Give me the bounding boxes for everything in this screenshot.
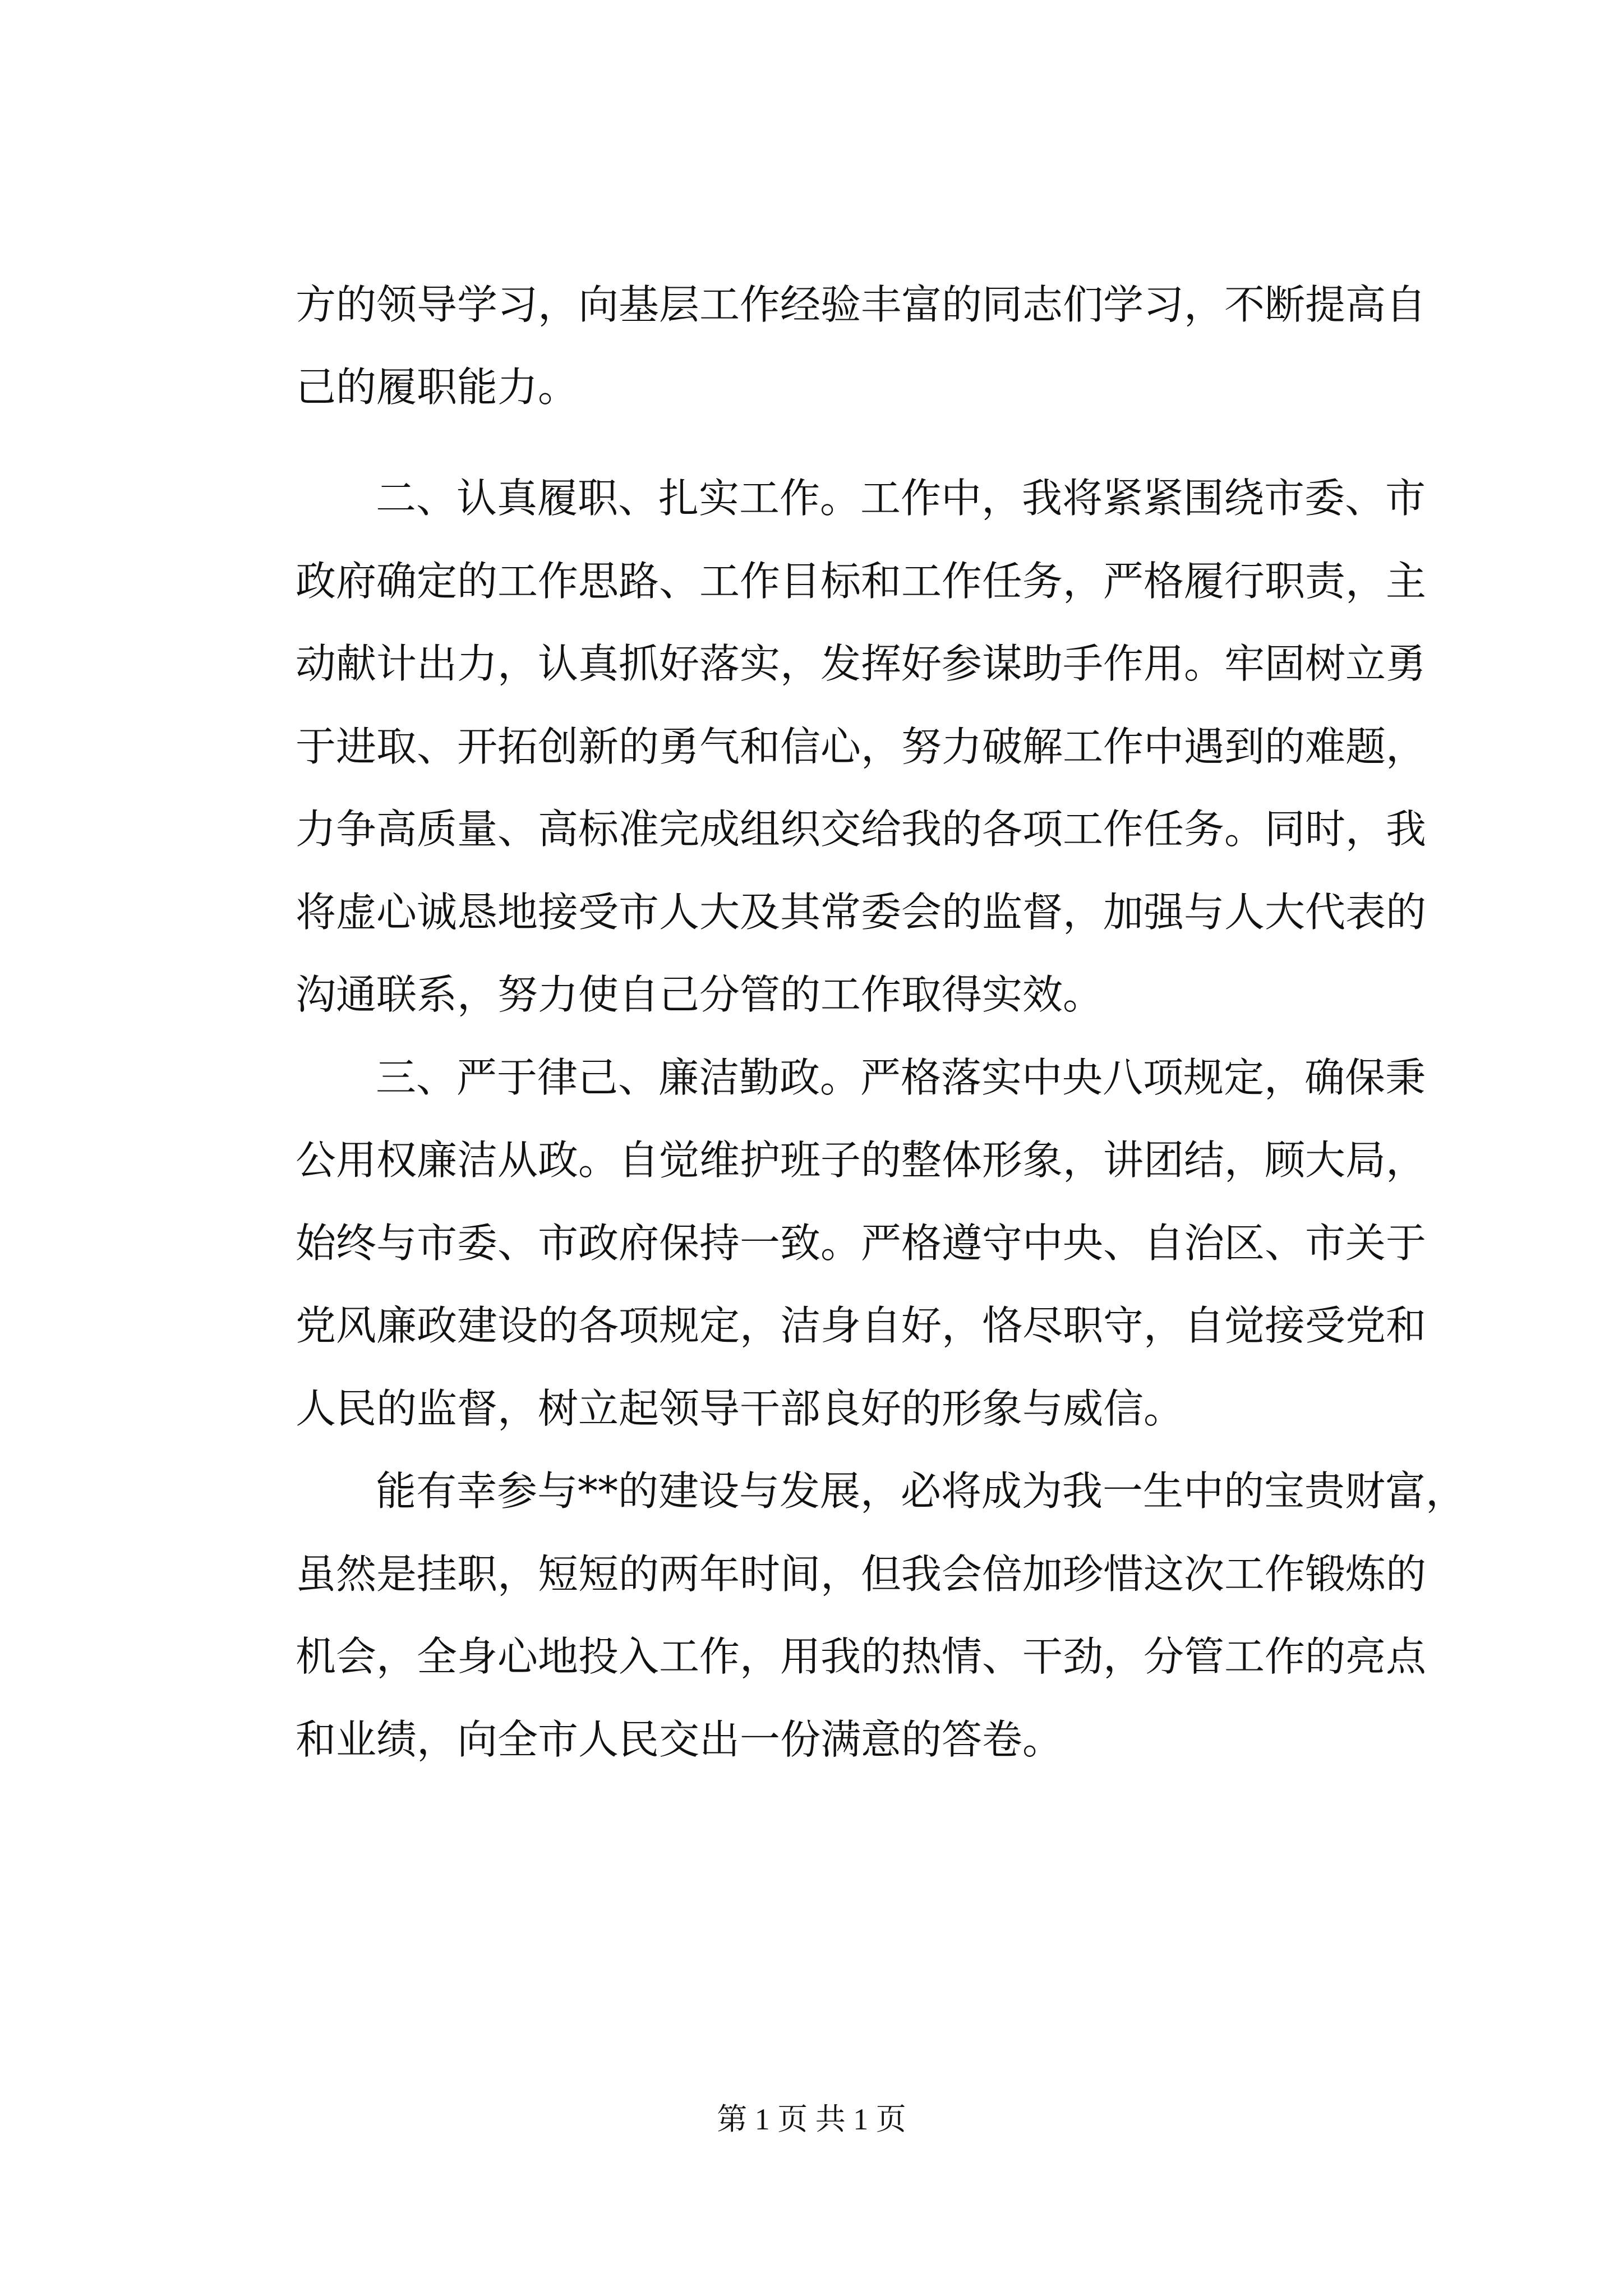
paragraph-2-line-3: 动献计出力，认真抓好落实，发挥好参谋助手作用。牢固树立勇 — [296, 640, 1427, 687]
paragraph-4-line-3: 机会，全身心地投入工作，用我的热情、干劲，分管工作的亮点 — [296, 1633, 1427, 1680]
paragraph-2-line-4: 于进取、开拓创新的勇气和信心，努力破解工作中遇到的难题， — [296, 723, 1427, 770]
paragraph-2-line-6: 将虚心诚恳地接受市人大及其常委会的监督，加强与人大代表的 — [296, 889, 1427, 936]
paragraph-3-line-5: 人民的监督，树立起领导干部良好的形象与威信。 — [296, 1385, 1184, 1432]
paragraph-1-line-1: 方的领导学习，向基层工作经验丰富的同志们学习，不断提高自 — [296, 281, 1427, 328]
paragraph-3-line-2: 公用权廉洁从政。自觉维护班子的整体形象，讲团结，顾大局， — [296, 1137, 1427, 1184]
paragraph-2-line-2: 政府确定的工作思路、工作目标和工作任务，严格履行职责，主 — [296, 558, 1427, 605]
paragraph-4-line-4: 和业绩，向全市人民交出一份满意的答卷。 — [296, 1716, 1063, 1763]
paragraph-4-line-1: 能有幸参与**的建设与发展，必将成为我一生中的宝贵财富， — [376, 1467, 1467, 1515]
paragraph-2-line-5: 力争高质量、高标准完成组织交给我的各项工作任务。同时，我 — [296, 806, 1427, 853]
paragraph-3-line-1: 三、严于律己、廉洁勤政。严格落实中央八项规定，确保秉 — [376, 1054, 1426, 1101]
paragraph-2-line-1: 二、认真履职、扎实工作。工作中，我将紧紧围绕市委、市 — [376, 475, 1426, 522]
page-footer: 第 1 页 共 1 页 — [717, 2102, 906, 2136]
paragraph-4-line-2: 虽然是挂职，短短的两年时间，但我会倍加珍惜这次工作锻炼的 — [296, 1550, 1427, 1598]
paragraph-2-line-7: 沟通联系，努力使自己分管的工作取得实效。 — [296, 971, 1104, 1018]
paragraph-1-line-2: 己的履职能力。 — [296, 364, 579, 411]
paragraph-3-line-4: 党风廉政建设的各项规定，洁身自好，恪尽职守，自觉接受党和 — [296, 1302, 1427, 1349]
paragraph-3-line-3: 始终与市委、市政府保持一致。严格遵守中央、自治区、市关于 — [296, 1220, 1427, 1267]
